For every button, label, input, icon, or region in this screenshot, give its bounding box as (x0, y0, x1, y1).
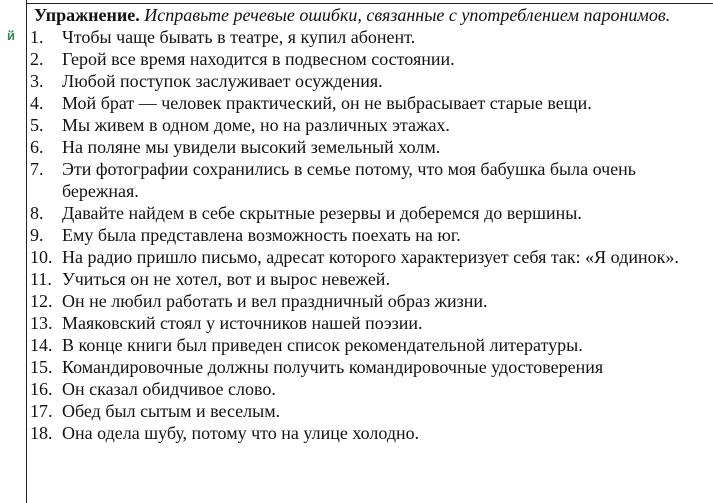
item-text: Герой все время находится в подвесном состоянии. (62, 49, 455, 69)
item-text: Учиться он не хотел, вот и вырос невежей. (62, 269, 390, 289)
item-text: Командировочные должны получить командировочные удостоверения (62, 357, 604, 377)
item-text: Маяковский стоял у источников нашей поэзии. (62, 313, 423, 333)
item-number: 4. (30, 93, 44, 113)
list-item (30, 202, 710, 224)
item-text: Эти фотографии сохранились в семье потому, что моя бабушка была очень бережная. (62, 159, 636, 201)
list-item (30, 422, 710, 444)
list-item (30, 378, 710, 400)
item-number: 2. (30, 49, 44, 69)
list-item (30, 290, 710, 312)
item-number: 7. (30, 159, 44, 179)
list-item (30, 246, 710, 268)
exercise-heading (30, 4, 710, 26)
list-item (30, 136, 710, 158)
list-item (30, 224, 710, 246)
item-text: На поляне мы увидели высокий земельный холм. (62, 137, 441, 157)
item-number: 1. (30, 27, 44, 47)
list-item (30, 70, 710, 92)
list-item (30, 334, 710, 356)
list-item (30, 48, 710, 70)
item-number: 8. (30, 203, 44, 223)
item-number: 14. (30, 335, 53, 355)
list-item (30, 268, 710, 290)
item-text: В конце книги был приведен список рекомендательной литературы. (62, 335, 583, 355)
item-number: 3. (30, 71, 44, 91)
item-number: 13. (30, 313, 53, 333)
item-number: 16. (30, 379, 53, 399)
item-text: Обед был сытым и веселым. (62, 401, 281, 421)
list-item (30, 26, 710, 48)
item-text: Он не любил работать и вел праздничный образ жизни. (62, 291, 488, 311)
list-item (30, 356, 710, 378)
exercise-instruction: Исправьте речевые ошибки, связанные с употреблением паронимов. (144, 5, 671, 25)
left-text-fragment: й (7, 28, 15, 43)
item-number: 5. (30, 115, 44, 135)
item-number: 18. (30, 423, 53, 443)
item-number: 11. (30, 269, 52, 289)
item-number: 15. (30, 357, 53, 377)
left-margin-strip (0, 0, 26, 503)
item-text: Давайте найдем в себе скрытные резервы и доберемся до вершины. (62, 203, 582, 223)
list-item (30, 92, 710, 114)
item-text: Ему была представлена возможность поехать на юг. (62, 225, 461, 245)
item-number: 9. (30, 225, 44, 245)
item-text: На радио пришло письмо, адресат которого характеризует себя так: «Я одинок». (62, 247, 679, 267)
item-text: Он сказал обидчивое слово. (62, 379, 276, 399)
item-number: 6. (30, 137, 44, 157)
exercise-list (30, 26, 710, 444)
item-text: Она одела шубу, потому что на улице холодно. (62, 423, 420, 443)
item-number: 12. (30, 291, 53, 311)
list-item (30, 400, 710, 422)
list-item (30, 114, 710, 136)
item-text: Мой брат — человек практический, он не выбрасывает старые вещи. (62, 93, 592, 113)
exercise-content (30, 4, 710, 444)
item-text: Любой поступок заслуживает осуждения. (62, 71, 383, 91)
exercise-title: Упражнение. (34, 5, 140, 25)
item-number: 17. (30, 401, 53, 421)
vertical-divider (26, 0, 27, 503)
list-item (30, 158, 710, 202)
item-text: Чтобы чаще бывать в театре, я купил абонент. (62, 27, 416, 47)
item-text: Мы живем в одном доме, но на различных этажах. (62, 115, 450, 135)
item-number: 10. (30, 247, 53, 267)
list-item (30, 312, 710, 334)
